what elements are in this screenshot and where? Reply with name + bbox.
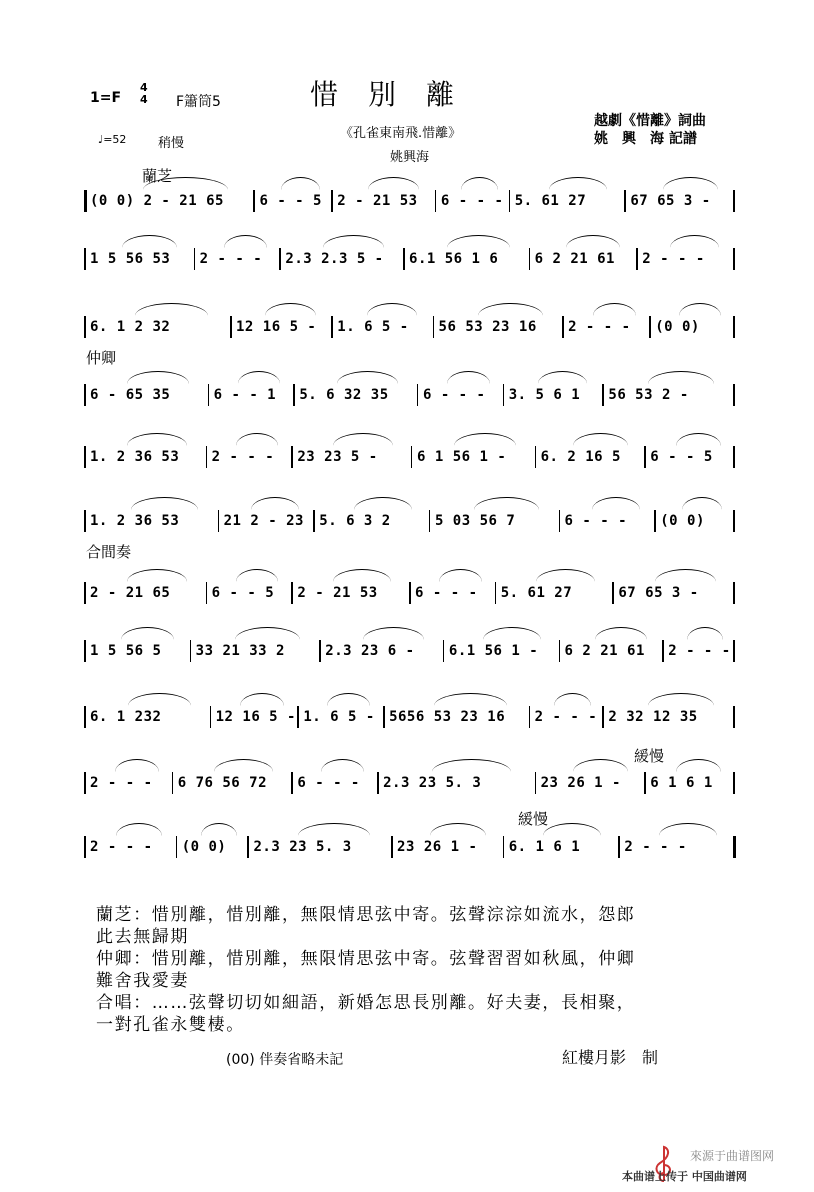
barline bbox=[210, 706, 212, 728]
slur bbox=[483, 627, 541, 640]
barline bbox=[503, 384, 505, 406]
measure: 5656 53 23 16 bbox=[389, 709, 506, 725]
slur bbox=[127, 433, 188, 446]
slur bbox=[367, 303, 418, 316]
measure: 2 - - - bbox=[90, 839, 153, 855]
measure: 1. 6 5 - bbox=[303, 709, 375, 725]
barline bbox=[206, 446, 208, 468]
measure: 2 - - - bbox=[624, 839, 687, 855]
barline bbox=[733, 248, 735, 270]
barline bbox=[733, 640, 735, 662]
section-label-slow-1: 緩慢 bbox=[634, 747, 665, 765]
measure: 6. 1 232 bbox=[90, 709, 162, 725]
barline bbox=[279, 248, 281, 270]
barline bbox=[503, 836, 505, 858]
lyrics-block bbox=[96, 904, 635, 1036]
slur bbox=[236, 433, 279, 446]
slur bbox=[549, 177, 607, 190]
barline bbox=[176, 836, 178, 858]
slur bbox=[235, 627, 300, 640]
staff-row bbox=[84, 772, 736, 794]
measure: 6 - - - bbox=[415, 585, 478, 601]
slur bbox=[251, 497, 299, 510]
slur bbox=[454, 433, 516, 446]
measure: 2 - - - bbox=[568, 319, 631, 335]
barline bbox=[654, 510, 656, 532]
slur bbox=[593, 303, 637, 316]
slur bbox=[679, 303, 721, 316]
measure: 5. 61 27 bbox=[500, 585, 573, 601]
measure: 67 65 3 - bbox=[618, 585, 699, 601]
instrument-label: F簫筒5 bbox=[176, 94, 221, 110]
staff-row bbox=[84, 510, 736, 532]
barline bbox=[377, 772, 379, 794]
measure: 2.3 23 5. 3 bbox=[383, 775, 482, 791]
barline bbox=[194, 248, 196, 270]
barline bbox=[172, 772, 174, 794]
barline bbox=[562, 316, 564, 338]
measure: 23 26 1 - bbox=[540, 775, 621, 791]
barline bbox=[535, 772, 537, 794]
measure: 2 - - - bbox=[211, 449, 275, 465]
slur bbox=[676, 433, 721, 446]
measure: 6 - - - bbox=[564, 513, 628, 529]
measure: 1. 2 36 53 bbox=[90, 449, 180, 465]
credit-line-2: 姚 興 海 記譜 bbox=[594, 131, 697, 147]
slur bbox=[116, 823, 162, 836]
lyrics-line: 難舍我愛妻 bbox=[96, 971, 189, 991]
barline bbox=[602, 384, 604, 406]
staff-row bbox=[84, 190, 736, 212]
slur bbox=[135, 303, 208, 316]
slur bbox=[337, 371, 399, 384]
slur bbox=[298, 823, 370, 836]
barline bbox=[206, 582, 208, 604]
slur bbox=[236, 569, 279, 582]
measure: 6 - - 5 bbox=[650, 449, 713, 465]
staff-row bbox=[84, 706, 736, 728]
staff-row bbox=[84, 836, 736, 858]
barline bbox=[612, 582, 614, 604]
measure: 6 76 56 72 bbox=[177, 775, 268, 791]
tempo-mark: ♩=52 bbox=[98, 133, 127, 146]
slur bbox=[240, 693, 284, 706]
staff-row bbox=[84, 582, 736, 604]
slur bbox=[676, 759, 721, 772]
barline bbox=[733, 772, 735, 794]
slur bbox=[536, 569, 595, 582]
barline bbox=[509, 190, 511, 212]
barline bbox=[733, 836, 736, 858]
measure: 2 - 21 53 bbox=[297, 585, 378, 601]
slur bbox=[538, 371, 588, 384]
barline bbox=[733, 706, 735, 728]
measure: 23 26 1 - bbox=[397, 839, 478, 855]
barline bbox=[429, 510, 431, 532]
measure: 2.3 2.3 5 - bbox=[285, 251, 384, 267]
barline bbox=[636, 248, 638, 270]
measure: 1 5 56 5 bbox=[90, 643, 162, 659]
measure: 1. 2 36 53 bbox=[90, 513, 180, 529]
measure: 6 2 21 61 bbox=[564, 643, 645, 659]
barline bbox=[411, 446, 413, 468]
barline bbox=[218, 510, 220, 532]
barline bbox=[84, 640, 86, 662]
measure: 1 5 56 53 bbox=[90, 251, 171, 267]
barline bbox=[535, 446, 537, 468]
maker-credit: 紅樓月影 制 bbox=[562, 1048, 659, 1067]
measure: 2 - - - bbox=[642, 251, 705, 267]
slur bbox=[333, 433, 393, 446]
measure: 23 23 5 - bbox=[297, 449, 378, 465]
barline bbox=[84, 384, 86, 406]
slur bbox=[214, 759, 274, 772]
barline bbox=[495, 582, 497, 604]
barline bbox=[559, 640, 561, 662]
measure: (0 0) bbox=[181, 839, 227, 855]
barline bbox=[435, 190, 437, 212]
credit-line-1: 越劇《惜離》詞曲 bbox=[594, 113, 706, 129]
barline bbox=[662, 640, 664, 662]
barline bbox=[319, 640, 321, 662]
slur bbox=[127, 371, 189, 384]
slur bbox=[368, 177, 420, 190]
measure: 6.1 56 1 6 bbox=[409, 251, 499, 267]
section-label-slow-2: 緩慢 bbox=[518, 810, 549, 828]
slur bbox=[131, 497, 198, 510]
barline bbox=[84, 446, 86, 468]
lyrics-line: 合唱：……弦聲切切如細語，新婚怎思長別離。好夫妻，長相聚， bbox=[96, 993, 636, 1013]
measure: (0 0) bbox=[655, 319, 700, 335]
measure: 2 - 21 53 bbox=[337, 193, 418, 209]
slur bbox=[122, 235, 177, 248]
measure: 2 - - - bbox=[668, 643, 731, 659]
lyrics-line: 仲卿：惜別離，惜別離，無限情思弦中寄。弦聲習習如秋風，仲卿 bbox=[96, 949, 636, 969]
barline bbox=[644, 446, 646, 468]
barline bbox=[529, 706, 531, 728]
barline bbox=[84, 836, 86, 858]
time-sig-bottom: 4 bbox=[140, 93, 148, 106]
barline bbox=[733, 316, 735, 338]
section-label-zhongqing: 仲卿 bbox=[86, 349, 117, 367]
barline bbox=[644, 772, 646, 794]
slur bbox=[430, 823, 486, 836]
measure: 6.1 56 1 - bbox=[448, 643, 539, 659]
measure: 6 2 21 61 bbox=[534, 251, 615, 267]
watermark-top: 來源于曲谱图网 bbox=[690, 1149, 775, 1163]
slur bbox=[474, 497, 539, 510]
barline bbox=[529, 248, 531, 270]
measure: 6 - - - bbox=[422, 387, 486, 403]
lyrics-line: 一對孔雀永雙棲。 bbox=[96, 1015, 245, 1035]
slur bbox=[434, 693, 507, 706]
measure: 1. 6 5 - bbox=[337, 319, 409, 335]
measure: 56 53 2 - bbox=[608, 387, 689, 403]
barline bbox=[433, 316, 435, 338]
measure: 5. 6 32 35 bbox=[299, 387, 389, 403]
slur bbox=[687, 627, 723, 640]
section-label-lanzhi: 蘭芝 bbox=[142, 167, 173, 185]
measure: 6. 2 16 5 bbox=[540, 449, 621, 465]
slur bbox=[128, 693, 191, 706]
staff-row bbox=[84, 316, 736, 338]
measure: 6 - - - bbox=[440, 193, 504, 209]
barline bbox=[331, 190, 333, 212]
measure: 6 - - 5 bbox=[211, 585, 275, 601]
barline bbox=[253, 190, 255, 212]
barline bbox=[291, 446, 293, 468]
barline bbox=[624, 190, 626, 212]
slur bbox=[592, 497, 640, 510]
barline bbox=[409, 582, 411, 604]
slur bbox=[461, 177, 498, 190]
measure: 6. 1 6 1 bbox=[508, 839, 581, 855]
slur bbox=[281, 177, 320, 190]
slur bbox=[648, 371, 714, 384]
measure: 6. 1 2 32 bbox=[90, 319, 171, 335]
barline bbox=[313, 510, 315, 532]
measure: 21 2 - 23 bbox=[223, 513, 304, 529]
measure: 2 32 12 35 bbox=[608, 709, 698, 725]
barline bbox=[291, 772, 293, 794]
subtitle: 《孔雀東南飛.惜離》 bbox=[340, 126, 462, 141]
measure: 12 16 5 - bbox=[215, 709, 296, 725]
barline bbox=[208, 384, 210, 406]
barline bbox=[84, 248, 86, 270]
staff-row bbox=[84, 640, 736, 662]
slur bbox=[127, 569, 188, 582]
measure: 6 1 56 1 - bbox=[416, 449, 507, 465]
barline bbox=[733, 384, 735, 406]
measure: 2 - - - bbox=[199, 251, 263, 267]
barline bbox=[733, 510, 735, 532]
measure: 5 03 56 7 bbox=[434, 513, 516, 529]
barline bbox=[84, 582, 86, 604]
watermark-bottom: 本曲谱上传于 中国曲谱网 bbox=[622, 1170, 747, 1183]
key-signature: 1=F bbox=[90, 90, 122, 106]
subtitle-name: 姚興海 bbox=[390, 150, 430, 165]
measure: 6 - - - bbox=[297, 775, 360, 791]
slur bbox=[333, 569, 392, 582]
time-signature bbox=[140, 82, 148, 106]
measure: 6 - 65 35 bbox=[90, 387, 171, 403]
barline bbox=[618, 836, 620, 858]
slur bbox=[447, 371, 490, 384]
slur bbox=[224, 235, 267, 248]
slur bbox=[659, 823, 717, 836]
barline bbox=[297, 706, 299, 728]
barline bbox=[403, 248, 405, 270]
barline bbox=[443, 640, 445, 662]
barline bbox=[559, 510, 561, 532]
slur bbox=[554, 693, 591, 706]
slur bbox=[363, 627, 425, 640]
barline bbox=[293, 384, 295, 406]
barline bbox=[733, 446, 735, 468]
slur bbox=[121, 627, 174, 640]
slur bbox=[682, 497, 722, 510]
time-sig-top: 4 bbox=[140, 81, 148, 94]
measure: 2 - - - bbox=[534, 709, 598, 725]
accompaniment-note: (00) 伴奏省略未記 bbox=[226, 1052, 344, 1068]
slur bbox=[566, 235, 620, 248]
section-label-interlude: 合間奏 bbox=[86, 543, 132, 561]
measure: (0 0) bbox=[660, 513, 705, 529]
barline bbox=[331, 316, 333, 338]
lyrics-line: 此去無歸期 bbox=[96, 927, 189, 947]
slur bbox=[655, 569, 716, 582]
slur bbox=[648, 693, 714, 706]
measure: 2 - 21 65 bbox=[90, 585, 171, 601]
slur bbox=[439, 569, 482, 582]
measure: 3. 5 6 1 bbox=[508, 387, 581, 403]
barline bbox=[84, 772, 86, 794]
measure: 2.3 23 5. 3 bbox=[253, 839, 352, 855]
barline bbox=[733, 582, 735, 604]
barline bbox=[230, 316, 232, 338]
staff-row bbox=[84, 446, 736, 468]
slur bbox=[432, 759, 511, 772]
slur bbox=[595, 627, 647, 640]
barline bbox=[190, 640, 192, 662]
measure: 2.3 23 6 - bbox=[325, 643, 415, 659]
slur bbox=[670, 235, 719, 248]
tempo-text: 稍慢 bbox=[158, 136, 185, 151]
barline bbox=[383, 706, 385, 728]
barline bbox=[84, 316, 86, 338]
barline bbox=[247, 836, 249, 858]
barline bbox=[649, 316, 651, 338]
slur bbox=[543, 823, 601, 836]
slur bbox=[265, 303, 316, 316]
slur bbox=[201, 823, 237, 836]
barline bbox=[391, 836, 393, 858]
measure: 6 - - 5 bbox=[259, 193, 322, 209]
slur bbox=[447, 235, 510, 248]
measure: 5. 6 3 2 bbox=[319, 513, 391, 529]
slur bbox=[321, 759, 364, 772]
measure: 56 53 23 16 bbox=[438, 319, 537, 335]
slur bbox=[238, 371, 281, 384]
measure: 2 - - - bbox=[90, 775, 153, 791]
measure: 33 21 33 2 bbox=[195, 643, 285, 659]
staff-row bbox=[84, 248, 736, 270]
barline bbox=[602, 706, 604, 728]
slur bbox=[478, 303, 543, 316]
barline bbox=[84, 706, 86, 728]
slur bbox=[327, 693, 370, 706]
slur bbox=[115, 759, 159, 772]
measure: (0 0) 2 - 21 65 bbox=[90, 193, 224, 209]
barline bbox=[417, 384, 419, 406]
slur bbox=[354, 497, 412, 510]
page-title: 惜別離 bbox=[310, 78, 485, 111]
measure: 6 1 6 1 bbox=[650, 775, 713, 791]
measure: 6 - - 1 bbox=[213, 387, 277, 403]
staff-row bbox=[84, 384, 736, 406]
barline bbox=[733, 190, 735, 212]
slur bbox=[573, 759, 628, 772]
lyrics-line: 蘭芝：惜別離，惜別離，無限情思弦中寄。弦聲淙淙如流水，怨郎 bbox=[96, 905, 636, 925]
measure: 67 65 3 - bbox=[630, 193, 711, 209]
barline bbox=[84, 510, 86, 532]
slur bbox=[663, 177, 718, 190]
slur bbox=[323, 235, 385, 248]
slur bbox=[573, 433, 628, 446]
measure: 5. 61 27 bbox=[514, 193, 587, 209]
barline bbox=[84, 190, 87, 212]
measure: 12 16 5 - bbox=[236, 319, 317, 335]
barline bbox=[291, 582, 293, 604]
